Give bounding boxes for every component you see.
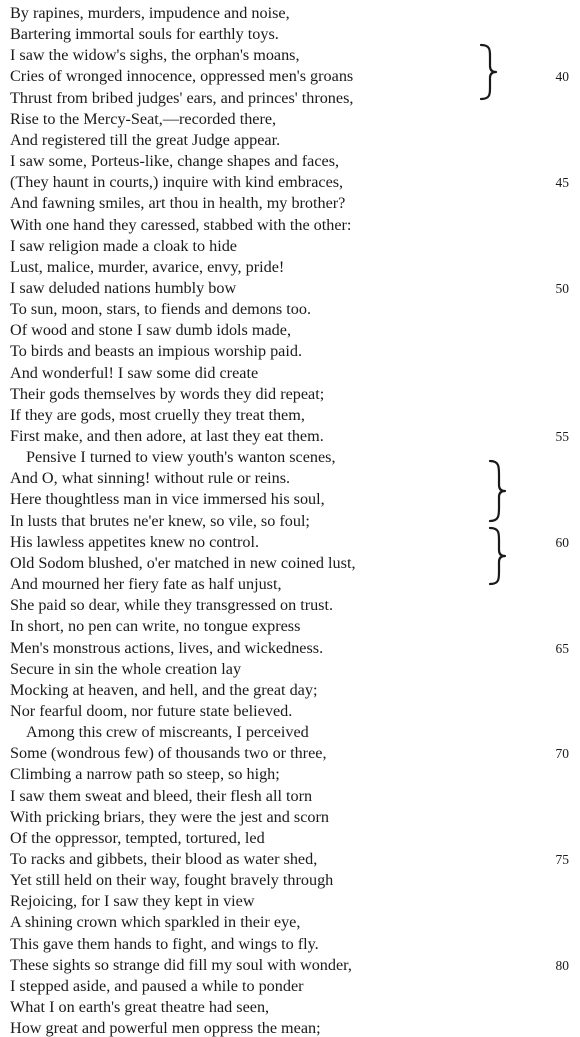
poem-line: I saw religion made a cloak to hide: [10, 236, 237, 255]
poem-line: Thrust from bribed judges' ears, and princes' thrones,: [10, 88, 354, 107]
poem-line: She paid so dear, while they transgressed on trust.: [10, 596, 334, 615]
poem-line: I saw some, Porteus-like, change shapes and faces,: [10, 152, 340, 171]
poem-line: If they are gods, most cruelly they treat them,: [10, 405, 305, 424]
poem-line: And O, what sinning! without rule or reins.: [10, 469, 291, 488]
poem-line: Men's monstrous actions, lives, and wickedness.: [10, 638, 324, 657]
line-number: 60: [555, 534, 569, 550]
line-number: 40: [555, 69, 569, 85]
line-number: 45: [555, 175, 569, 191]
poem-line: His lawless appetites knew no control.: [10, 532, 260, 551]
line-number: 70: [555, 746, 569, 762]
line-number: 65: [555, 640, 569, 656]
poem-line: Pensive I turned to view youth's wanton scenes,: [26, 448, 336, 467]
poem-line: And mourned her fiery fate as half unjust,: [10, 575, 282, 594]
poem-line: Some (wondrous few) of thousands two or three,: [10, 744, 327, 763]
poem-line: Bartering immortal souls for earthly toys.: [10, 25, 279, 44]
poem-line: (They haunt in courts,) inquire with kind embraces,: [10, 173, 344, 192]
poem-line: To sun, moon, stars, to fiends and demons too.: [10, 300, 312, 319]
poem-line: Cries of wronged innocence, oppressed men's groans: [10, 67, 354, 86]
poem-line: Among this crew of miscreants, I perceived: [26, 723, 309, 742]
poem-line: What I on earth's great theatre had seen,: [10, 998, 270, 1017]
poem-line: Rejoicing, for I saw they kept in view: [10, 892, 255, 911]
poem-line: And fawning smiles, art thou in health, my brother?: [10, 194, 346, 213]
poem-line: Of wood and stone I saw dumb idols made,: [10, 321, 291, 340]
poem-line: First make, and then adore, at last they eat them.: [10, 427, 324, 445]
poem-line: And wonderful! I saw some did create: [10, 363, 259, 382]
poem-line: In lusts that brutes ne'er knew, so vile, so foul;: [10, 511, 310, 530]
poem-line: With pricking briars, they were the jest and scorn: [10, 807, 329, 826]
poem-line: I saw deluded nations humbly bow: [10, 278, 237, 297]
line-number: 80: [555, 957, 569, 973]
poem-line: With one hand they caressed, stabbed with the other:: [10, 215, 352, 234]
triplet-brace-3: [487, 525, 509, 587]
poem-line: Nor fearful doom, nor future state believed.: [10, 701, 293, 720]
triplet-brace-2: [487, 458, 509, 524]
poem-line: A shining crown which sparkled in their eye,: [10, 913, 301, 932]
poem-line: Their gods themselves by words they did repeat;: [10, 384, 325, 403]
poem-line: These sights so strange did fill my soul with wonder,: [10, 955, 352, 974]
poem-line: I stepped aside, and paused a while to ponder: [10, 976, 304, 995]
poem-line: To birds and beasts an impious worship paid.: [10, 342, 303, 361]
poem-line: Mocking at heaven, and hell, and the great day;: [10, 680, 318, 699]
line-number: 50: [555, 280, 569, 296]
poem-line: Climbing a narrow path so steep, so high;: [10, 765, 280, 784]
poem-line: Of the oppressor, tempted, tortured, led: [10, 828, 265, 847]
poem-line: This gave them hands to fight, and wings to fly.: [10, 934, 319, 953]
poem-line: Lust, malice, murder, avarice, envy, pride!: [10, 257, 285, 276]
line-number: 55: [555, 429, 569, 444]
poem-line: To racks and gibbets, their blood as water shed,: [10, 850, 318, 868]
poem-line: How great and powerful men oppress the mean;: [10, 1019, 321, 1037]
line-number: 75: [555, 852, 569, 867]
poem-line: I saw them sweat and bleed, their flesh all torn: [10, 786, 313, 805]
poem-line: Here thoughtless man in vice immersed his soul,: [10, 490, 325, 509]
poem-line: By rapines, murders, impudence and noise,: [10, 4, 290, 22]
poem-line: Old Sodom blushed, o'er matched in new coined lust,: [10, 553, 356, 572]
poem-line: Rise to the Mercy-Seat,—recorded there,: [10, 109, 277, 128]
poem-line: I saw the widow's sighs, the orphan's moans,: [10, 46, 300, 65]
poem-line: Yet still held on their way, fought bravely through: [10, 871, 334, 890]
poem-line: And registered till the great Judge appear.: [10, 130, 281, 149]
triplet-brace-1: [478, 42, 500, 102]
poem-line: In short, no pen can write, no tongue express: [10, 617, 301, 636]
poem-line: Secure in sin the whole creation lay: [10, 659, 242, 678]
